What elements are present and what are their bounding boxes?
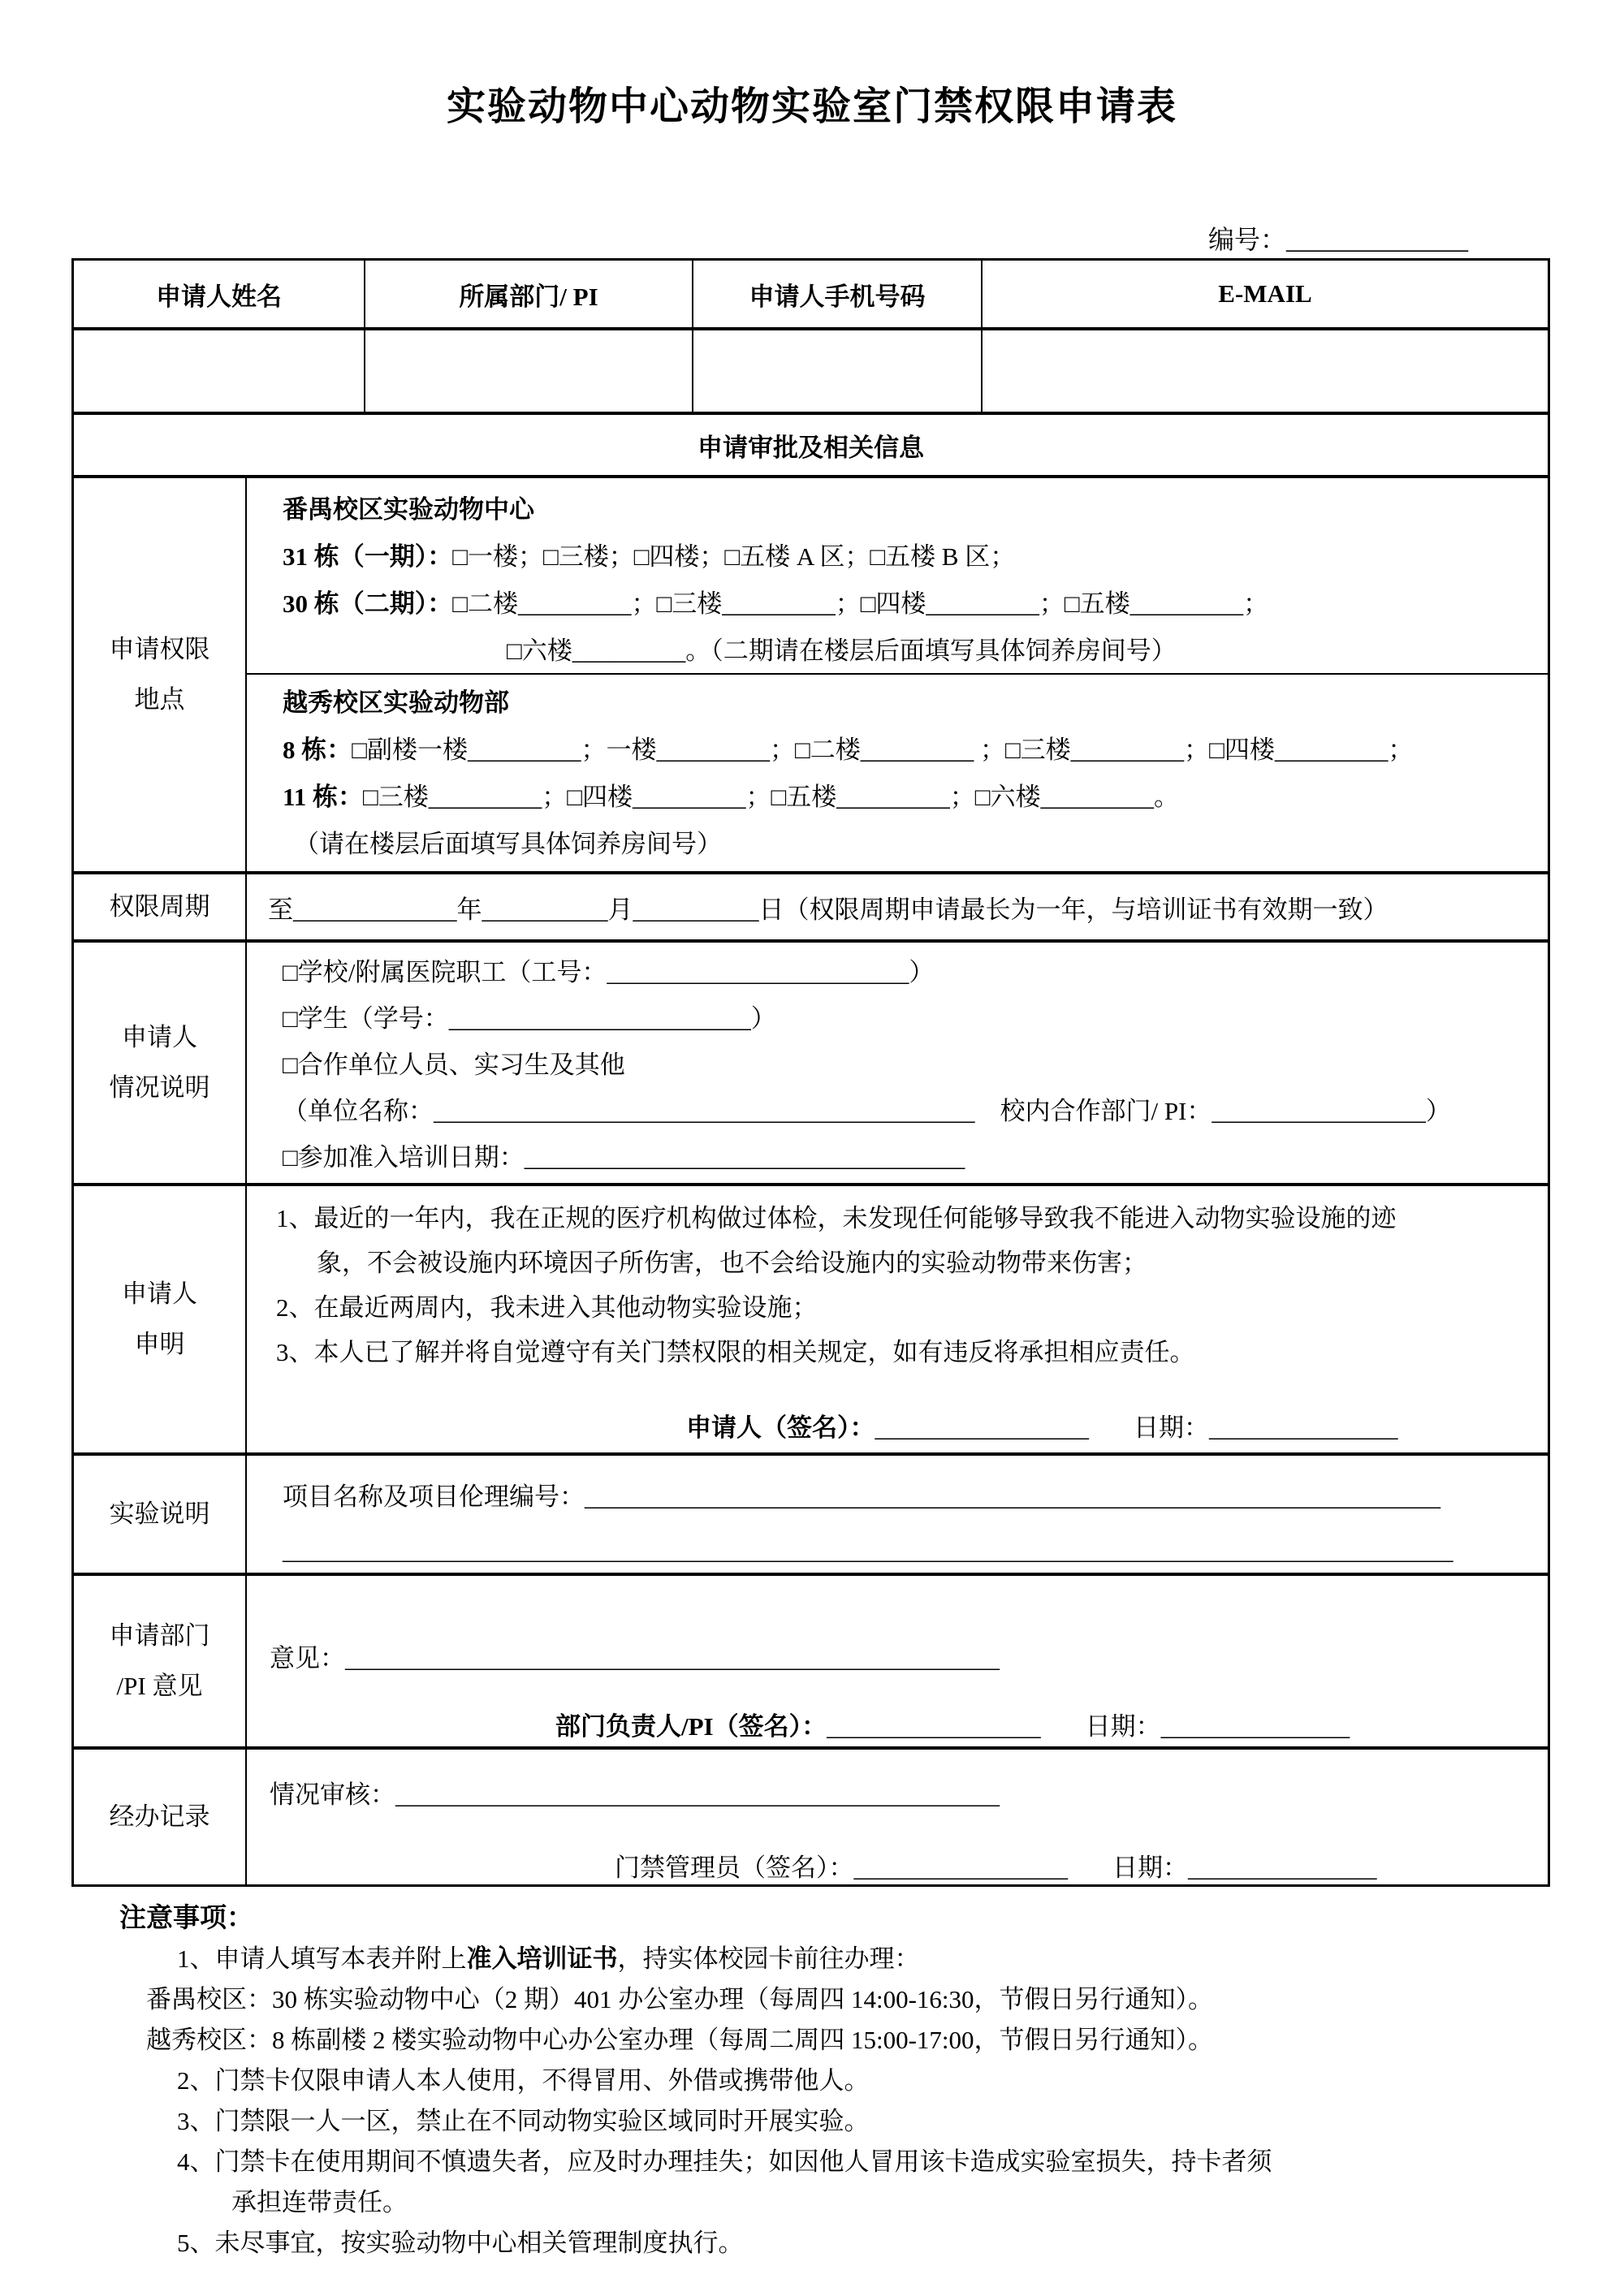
applicant-status-content xyxy=(247,943,1548,1183)
row-label-line: 申请部门 xyxy=(109,1621,210,1650)
phone-cell xyxy=(693,330,983,412)
building-11-line xyxy=(283,774,1548,821)
building-30-options: □二楼_________；□三楼_________；□四楼_________；□五楼_________； xyxy=(452,589,1269,618)
row-label-access-location xyxy=(74,478,247,871)
email-cell xyxy=(983,330,1548,412)
note-item-1-text: 1、申请人填写本表并附上 xyxy=(177,1944,467,1973)
panyu-campus-heading: 番禺校区实验动物中心 xyxy=(283,495,534,524)
applicant-signature-label: 申请人（签名）： xyxy=(686,1413,875,1442)
opinion-label: 意见： xyxy=(270,1644,345,1672)
note-item-1-suffix: ，持实体校园卡前往办理： xyxy=(617,1944,920,1973)
row-label-line: 经办记录 xyxy=(109,1802,210,1831)
department-pi-cell xyxy=(365,330,693,412)
page-title: 实验动物中心动物实验室门禁权限申请表 xyxy=(446,85,1177,128)
row-applicant-declaration xyxy=(74,1183,1548,1452)
status-option-student: □学生（学号：________________________） xyxy=(283,1004,776,1033)
row-label-line: 权限周期 xyxy=(109,892,210,921)
declaration-item-3: 3、本人已了解并将自觉遵守有关门禁权限的相关规定，如有违反将承担相应责任。 xyxy=(276,1338,1195,1366)
date-field: _______________ xyxy=(1188,1854,1377,1882)
yuexiu-campus-section xyxy=(247,675,1548,868)
building-11-label: 11 栋： xyxy=(283,783,364,811)
row-access-period xyxy=(74,871,1548,939)
date-label: 日期： xyxy=(1085,1712,1161,1741)
building-31-label: 31 栋（一期）： xyxy=(283,542,453,571)
declaration-item-2: 2、在最近两周内，我未进入其他动物实验设施； xyxy=(276,1293,818,1322)
status-option-staff: □学校/附属医院职工（工号：________________________） xyxy=(283,958,935,986)
note-item-3: 3、门禁限一人一区，禁止在不同动物实验区域同时开展实验。 xyxy=(177,2107,870,2135)
note-item-5: 5、未尽事宜，按实验动物中心相关管理制度执行。 xyxy=(177,2229,744,2257)
status-option-partner: □合作单位人员、实习生及其他 xyxy=(283,1051,625,1079)
declaration-item-1-continuation: 象，不会被设施内环境因子所伤害，也不会给设施内的实验动物带来伤害； xyxy=(317,1249,1147,1277)
serial-number-field: ______________ xyxy=(1286,225,1469,254)
row-access-location xyxy=(74,475,1548,871)
section-header-title: 申请审批及相关信息 xyxy=(698,433,924,462)
row-label-line: 申请人 xyxy=(122,1280,197,1308)
row-label-line: /PI 意见 xyxy=(116,1672,203,1700)
row-label-line: 情况说明 xyxy=(109,1073,210,1102)
row-label-applicant-declaration xyxy=(74,1186,247,1452)
building-31-line xyxy=(283,533,1548,580)
note-item-2: 2、门禁卡仅限申请人本人使用，不得冒用、外借或携带他人。 xyxy=(177,2066,870,2095)
col-header-email: E-MAIL xyxy=(1218,279,1312,308)
declaration-content xyxy=(247,1186,1548,1452)
row-label-handling-record xyxy=(74,1750,247,1884)
access-period-content xyxy=(247,874,1548,939)
project-name-line xyxy=(283,1478,1548,1516)
row-experiment-description xyxy=(74,1452,1548,1573)
review-line xyxy=(270,1779,1548,1811)
date-field: _______________ xyxy=(1160,1712,1350,1741)
project-name-label: 项目名称及项目伦理编号： xyxy=(283,1482,585,1511)
opinion-line xyxy=(270,1642,1548,1675)
project-name-field-continuation: _____________________________________________________________________________________________ xyxy=(283,1536,1453,1564)
building-8-line xyxy=(283,727,1548,774)
access-period-line: 至_____________年__________月__________日（权限周期申请最长为一年，与培训证书有效期一致） xyxy=(268,895,1389,924)
row-label-line: 申请权限 xyxy=(109,635,210,663)
row-handling-record xyxy=(74,1746,1548,1884)
note-panyu-campus-line: 番禺校区：30 栋实验动物中心（2 期）401 办公室办理（每周四 14:00-16:30，节假日另行通知）。 xyxy=(146,1985,1214,2013)
col-header-applicant-name: 申请人姓名 xyxy=(74,261,365,327)
department-opinion-content xyxy=(247,1576,1548,1746)
declaration-item-1: 1、最近的一年内，我在正规的医疗机构做过体检，未发现任何能够导致我不能进入动物实验设施的迹 xyxy=(276,1204,1397,1232)
note-item-1 xyxy=(177,1939,1624,1979)
access-application-form-table xyxy=(71,258,1550,1887)
project-name-field: ____________________________________________________________________ xyxy=(585,1482,1440,1511)
date-label: 日期： xyxy=(1112,1854,1188,1882)
notes-section xyxy=(0,1897,1624,2264)
applicant-name-cell xyxy=(74,330,365,412)
access-admin-signature-field: _________________ xyxy=(853,1854,1068,1882)
row-applicant-status xyxy=(74,939,1548,1183)
status-training-date-line: □参加准入培训日期：___________________________________ xyxy=(283,1143,965,1172)
note-item-1-bold: 准入培训证书 xyxy=(466,1944,618,1973)
col-header-department-pi: 所属部门/ PI xyxy=(365,261,693,327)
applicant-signature-field: _________________ xyxy=(875,1413,1089,1442)
row-label-line: 申明 xyxy=(134,1330,185,1358)
serial-number-label: 编号： xyxy=(1208,225,1287,254)
building-11-options: □三楼_________；□四楼_________；□五楼_________；□六楼_________。 xyxy=(363,783,1179,811)
col-header-phone: 申请人手机号码 xyxy=(693,261,983,327)
row-label-access-period xyxy=(74,874,247,939)
building-31-options: □一楼；□三楼；□四楼；□五楼 A 区；□五楼 B 区； xyxy=(452,542,1016,571)
opinion-field: ____________________________________________________ xyxy=(345,1644,1000,1672)
department-head-signature-label: 部门负责人/PI（签名）： xyxy=(555,1712,827,1741)
review-label: 情况审核： xyxy=(270,1780,395,1809)
row-label-department-opinion xyxy=(74,1576,247,1746)
note-item-4: 4、门禁卡在使用期间不慎遗失者，应及时办理挂失；如因他人冒用该卡造成实验室损失，持卡者须 xyxy=(177,2147,1272,2176)
building-30-label: 30 栋（二期）： xyxy=(283,589,453,618)
building-8-label: 8 栋： xyxy=(283,736,352,764)
building-8-options: □副楼一楼_________；一楼_________；□二楼_________ ；□三楼_________；□四楼_________； xyxy=(352,736,1414,764)
building-30-line xyxy=(283,580,1548,628)
row-label-line: 申请人 xyxy=(122,1023,197,1051)
date-field: _______________ xyxy=(1209,1413,1398,1442)
department-head-signature-line xyxy=(555,1711,1548,1743)
experiment-description-content xyxy=(247,1456,1548,1573)
room-number-note: （请在楼层后面填写具体饲养房间号） xyxy=(294,830,722,858)
date-label: 日期： xyxy=(1134,1413,1209,1442)
note-item-4-continuation: 承担连带责任。 xyxy=(231,2188,408,2216)
applicant-signature-line xyxy=(686,1405,1548,1450)
row-department-opinion xyxy=(74,1573,1548,1746)
department-head-signature-field: _________________ xyxy=(827,1712,1041,1741)
serial-number-line xyxy=(1208,219,1468,257)
note-yuexiu-campus-line: 越秀校区：8 栋副楼 2 楼实验动物中心办公室办理（每周二周四 15:00-17:00，节假日另行通知）。 xyxy=(146,2026,1214,2054)
row-label-line: 地点 xyxy=(134,685,185,714)
table-header-row xyxy=(74,261,1548,327)
row-label-applicant-status xyxy=(74,943,247,1183)
section-header-row xyxy=(74,412,1548,475)
notes-heading: 注意事项： xyxy=(119,1902,253,1932)
applicant-entry-row xyxy=(74,327,1548,412)
panyu-campus-section xyxy=(247,478,1548,675)
status-partner-detail-line: （单位名称：___________________________________________ 校内合作部门/ PI：_________________） xyxy=(283,1097,1451,1125)
building-30-continuation-line: □六楼_________。（二期请在楼层后面填写具体饲养房间号） xyxy=(507,637,1177,665)
access-admin-signature-line xyxy=(615,1852,1548,1884)
review-field: ________________________________________________ xyxy=(395,1780,1000,1809)
access-location-content xyxy=(247,478,1548,871)
access-admin-signature-label: 门禁管理员（签名）： xyxy=(615,1854,854,1882)
row-label-line: 实验说明 xyxy=(109,1500,210,1528)
row-label-experiment-description xyxy=(74,1456,247,1573)
handling-record-content xyxy=(247,1750,1548,1884)
yuexiu-campus-heading: 越秀校区实验动物部 xyxy=(283,688,509,717)
